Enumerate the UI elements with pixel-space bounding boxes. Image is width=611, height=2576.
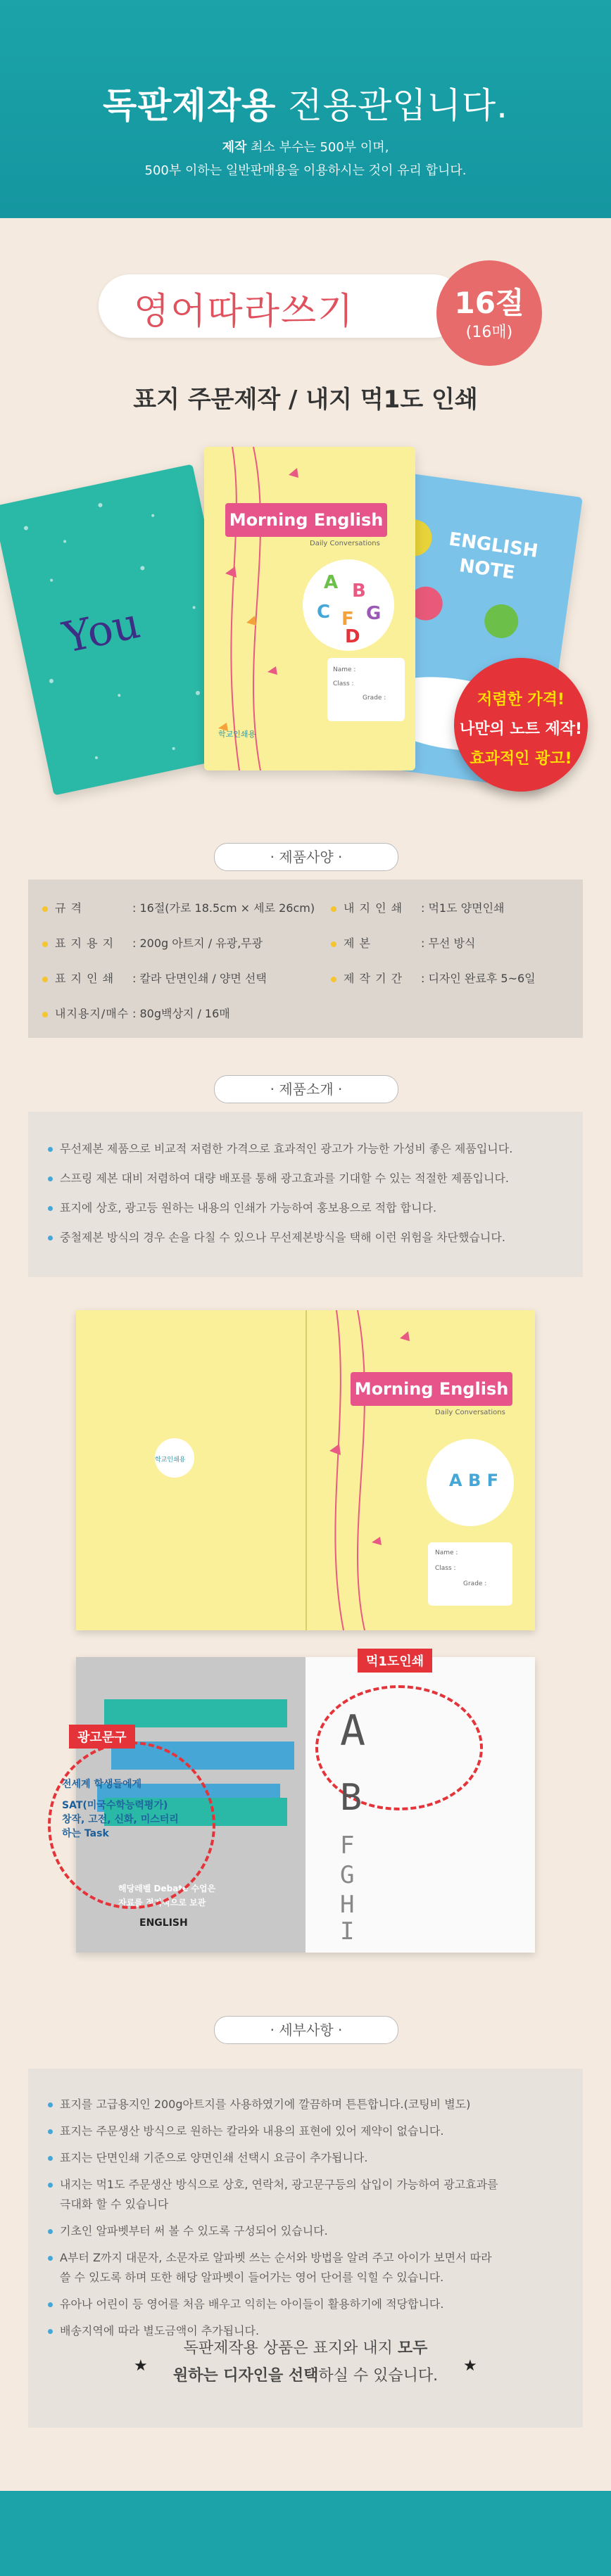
daily-conversations-label: Daily Conversations bbox=[310, 540, 380, 547]
intro-box bbox=[28, 1112, 583, 1277]
spec-item: 내지용지/매수 : 80g백상지 / 16매 bbox=[42, 1005, 230, 1021]
min-order-note: 제작 최소 부수는 500부 이며, bbox=[222, 140, 389, 155]
debate-line-2: 자료를 정기적으로 보관 bbox=[118, 1898, 206, 1908]
detail-item: 표지는 주문생산 방식으로 원하는 칼라와 내용의 표현에 있어 제약이 없습니다. bbox=[48, 2122, 443, 2138]
name-class-card: Name : Class : Grade : bbox=[327, 658, 405, 721]
size-label: 16절 bbox=[454, 286, 524, 320]
ad-copy-tag: 광고문구 bbox=[69, 1725, 135, 1749]
detail-item: 배송지역에 따라 별도금액이 추가됩니다. bbox=[48, 2322, 259, 2338]
open-card-name: Name : bbox=[435, 1549, 458, 1556]
star-icon: ★ bbox=[134, 2357, 148, 2375]
detail-item-cont: 극대화 할 수 있습니다 bbox=[60, 2197, 169, 2211]
spec-item: 규 격 : 16절(가로 18.5cm × 세로 26cm) bbox=[42, 899, 315, 915]
detail-item-cont: 쓸 수 있도록 하며 또한 해당 알파벳이 들어가는 영어 단어를 익힐 수 있습니다. bbox=[60, 2271, 444, 2284]
morning-english-title: Morning English bbox=[225, 503, 387, 537]
intro-item: 무선제본 제품으로 비교적 저렴한 가격으로 효과적인 광고가 가능한 가성비 좋은 제품입니다. bbox=[48, 1140, 512, 1156]
notebook-yellow-cover bbox=[204, 447, 415, 770]
practice-letter-h: H bbox=[340, 1891, 358, 1919]
back-cover-logo: 학교인쇄용 bbox=[155, 1457, 186, 1464]
inside-brand: ENGLISH bbox=[139, 1917, 188, 1929]
product-title-pill bbox=[99, 274, 465, 338]
practice-letter-a: A bbox=[340, 1706, 369, 1756]
detail-item: A부터 Z까지 대문자, 소문자로 알파벳 쓰는 순서와 방법을 알려 주고 아이가 보면서 따라 bbox=[48, 2249, 492, 2265]
spec-box bbox=[28, 880, 583, 1038]
practice-letter-b: B bbox=[340, 1777, 365, 1819]
spec-item: 제 작 기 간 : 디자인 완료후 5~6일 bbox=[331, 970, 536, 986]
detail-item: 내지는 먹1도 주문생산 방식으로 상호, 연락처, 광고문구등의 삽입이 가능하여 광고효과를 bbox=[48, 2176, 498, 2192]
product-subtitle: 표지 주문제작 / 내지 먹1도 인쇄 bbox=[133, 386, 478, 414]
debate-line-1: 해당레벨 Debate 수업은 bbox=[118, 1884, 216, 1893]
notebook-hero-image bbox=[21, 440, 590, 806]
ad-line-3: 창작, 고전, 신화, 미스터리 bbox=[62, 1814, 179, 1825]
english-note-title-2: NOTE bbox=[458, 554, 517, 584]
open-cover-subtitle: Daily Conversations bbox=[435, 1409, 505, 1416]
detail-heading: · 세부사항 · bbox=[214, 2016, 398, 2044]
practice-letter-g: G bbox=[340, 1861, 358, 1889]
product-title-area bbox=[99, 267, 549, 345]
ink-print-tag: 먹1도인쇄 bbox=[358, 1649, 432, 1673]
closing-message: 독판제작용 상품은 표지와 내지 모두 원하는 디자인을 선택하실 수 있습니다. bbox=[172, 2340, 439, 2385]
spec-item: 표 지 인 쇄 : 칼라 단면인쇄 / 양면 선택 bbox=[42, 970, 267, 986]
ad-line-1: 전세계 학생들에게 bbox=[62, 1779, 142, 1790]
ad-line-2: SAT(미국수학능력평가) bbox=[62, 1800, 168, 1811]
detail-item: 유아나 어린이 등 영어를 처음 배우고 익히는 아이들이 활용하기에 적당합니다. bbox=[48, 2295, 443, 2311]
star-icon: ★ bbox=[463, 2357, 477, 2375]
page-title: 독판제작용 전용관입니다. bbox=[102, 85, 509, 126]
open-notebook-image bbox=[76, 1310, 535, 1630]
spec-heading: · 제품사양 · bbox=[214, 843, 398, 871]
abc-speech-bubble: A B C F G D bbox=[303, 559, 394, 651]
english-note-title: ENGLISH bbox=[447, 528, 540, 562]
min-order-advice: 500부 이하는 일반판매용을 이용하시는 것이 유리 합니다. bbox=[144, 163, 467, 178]
product-title: 영어따라쓰기 bbox=[134, 291, 355, 333]
spec-item: 제 본 : 무선 방식 bbox=[331, 934, 475, 951]
promo-badge: 저렴한 가격! 나만의 노트 제작! 효과적인 광고! bbox=[454, 658, 588, 792]
open-cover-title: Morning English bbox=[351, 1372, 512, 1406]
open-cover-abc: A B F bbox=[449, 1471, 498, 1490]
intro-item: 표지에 상호, 광고등 원하는 내용의 인쇄가 가능하여 홍보용으로 적합 합니다. bbox=[48, 1199, 436, 1215]
detail-item: 표지를 고급용지인 200g아트지를 사용하였기에 깔끔하며 튼튼합니다.(코팅비 별도) bbox=[48, 2095, 470, 2112]
footer-band bbox=[0, 2491, 611, 2576]
practice-letter-f: F bbox=[340, 1832, 358, 1860]
intro-item: 스프링 제본 대비 저렴하여 대량 배포를 통해 광고효과를 기대할 수 있는 적절한 제품입니다. bbox=[48, 1169, 509, 1186]
sheet-count: (16매) bbox=[465, 324, 513, 341]
intro-heading: · 제품소개 · bbox=[214, 1075, 398, 1103]
practice-letter-i: I bbox=[340, 1917, 358, 1946]
header-band bbox=[0, 0, 611, 218]
school-print-logo: 학교인쇄용 bbox=[218, 730, 256, 739]
ad-line-4: 하는 Task bbox=[62, 1828, 109, 1839]
size-badge bbox=[436, 260, 542, 366]
intro-item: 중철제본 방식의 경우 손을 다칠 수 있으나 무선제본방식을 택해 이런 위험을 차단했습니다. bbox=[48, 1229, 505, 1245]
inside-page-image bbox=[62, 1654, 535, 1953]
spec-item: 내 지 인 쇄 : 먹1도 양면인쇄 bbox=[331, 899, 504, 915]
open-card-grade: Grade : bbox=[463, 1580, 487, 1587]
detail-item: 표지는 단면인쇄 기준으로 양면인쇄 선택시 요금이 추가됩니다. bbox=[48, 2149, 367, 2165]
cover-word: You bbox=[58, 598, 144, 664]
spec-item: 표 지 용 지 : 200g 아트지 / 유광,무광 bbox=[42, 934, 263, 951]
open-card-class: Class : bbox=[435, 1565, 456, 1572]
detail-item: 기초인 알파벳부터 써 볼 수 있도록 구성되어 있습니다. bbox=[48, 2222, 328, 2238]
